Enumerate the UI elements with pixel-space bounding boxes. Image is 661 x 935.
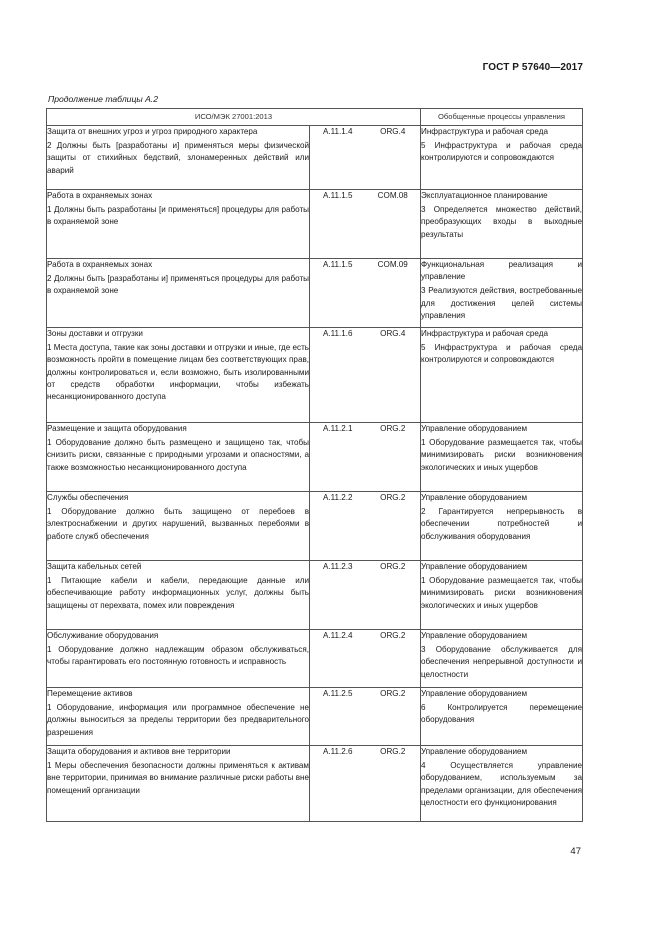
- process-text: 4 Осуществляется управление оборудованием, используемым за пределами организации, для обеспечения целостности его функционирования: [421, 761, 582, 807]
- process-title: Управление оборудованием: [421, 689, 528, 698]
- process-text: 5 Инфраструктура и рабочая среда контролируются и сопровождаются: [421, 343, 582, 365]
- requirement-cell: [47, 259, 310, 328]
- table-row: [47, 746, 583, 822]
- process-text: 1 Оборудование размещается так, чтобы минимизировать риски возникновения экологических и иных ущербов: [421, 438, 582, 472]
- process-text: 3 Реализуются действия, востребованные для достижения целей системы управления: [421, 286, 582, 320]
- process-cell: [421, 630, 583, 688]
- table-caption: Продолжение таблицы А.2: [48, 94, 158, 104]
- requirement-title: Защита от внешних угроз и угроз природного характера: [47, 127, 258, 136]
- table-row: [47, 190, 583, 259]
- process-text: 3 Оборудование обслуживается для обеспечения непрерывной доступности и целостности: [421, 645, 582, 679]
- table-row: [47, 492, 583, 561]
- process-text: 3 Определяется множество действий, преобразующих входы в выходные результаты: [421, 205, 582, 239]
- process-title: Управление оборудованием: [421, 631, 528, 640]
- process-cell: [421, 190, 583, 259]
- control-number: A.11.2.6: [310, 746, 366, 822]
- requirement-text: 2 Должны быть [разработаны и] применяться меры физической защиты от стихийных бедствий, злонамеренных действий или аварий: [47, 141, 309, 175]
- process-title: Управление оборудованием: [421, 493, 528, 502]
- process-code: COM.08: [366, 190, 421, 259]
- header-processes-column: Обобщенные процессы управления: [421, 109, 583, 126]
- process-cell: [421, 328, 583, 423]
- requirement-cell: [47, 328, 310, 423]
- table-row: [47, 423, 583, 492]
- requirement-text: 1 Должны быть разработаны [и применяться] процедуры для работы в охраняемой зоне: [47, 205, 309, 227]
- table-row: [47, 126, 583, 190]
- requirement-text: 1 Оборудование должно быть размещено и защищено так, чтобы снизить риски, связанные с природными угрозами и опасностями, а также возможностью несанкционированного доступа: [47, 438, 309, 472]
- requirement-title: Службы обеспечения: [47, 493, 129, 502]
- process-code: ORG.2: [366, 423, 421, 492]
- requirement-text: 1 Оборудование должно надлежащим образом обслуживаться, чтобы гарантировать его постоянную готовность и исправность: [47, 645, 309, 667]
- process-code: ORG.2: [366, 492, 421, 561]
- requirement-title: Зоны доставки и отгрузки: [47, 329, 143, 338]
- table-row: [47, 688, 583, 746]
- process-title: Эксплуатационное планирование: [421, 191, 548, 200]
- process-title: Функциональная реализация и управление: [421, 260, 582, 282]
- standard-designation: ГОСТ Р 57640—2017: [482, 62, 583, 73]
- table-header-row: [47, 109, 583, 126]
- process-cell: [421, 688, 583, 746]
- process-code: ORG.2: [366, 630, 421, 688]
- process-title: Инфраструктура и рабочая среда: [421, 329, 548, 338]
- table-row: [47, 561, 583, 630]
- process-cell: [421, 492, 583, 561]
- process-title: Управление оборудованием: [421, 562, 528, 571]
- requirement-text: 1 Питающие кабели и кабели, передающие данные или обеспечивающие работу информационных услуг, должны быть защищены от перехвата, помех или повреждения: [47, 576, 309, 610]
- requirement-text: 2 Должны быть [разработаны и] применяться процедуры для работы в охраняемой зоне: [47, 274, 309, 296]
- requirement-cell: [47, 126, 310, 190]
- control-number: A.11.2.5: [310, 688, 366, 746]
- requirement-cell: [47, 561, 310, 630]
- requirement-cell: [47, 190, 310, 259]
- control-number: A.11.1.6: [310, 328, 366, 423]
- table-row: [47, 328, 583, 423]
- process-title: Инфраструктура и рабочая среда: [421, 127, 548, 136]
- requirement-title: Обслуживание оборудования: [47, 631, 159, 640]
- requirement-text: 1 Оборудование, информация или программное обеспечение не должны выноситься за пределы территории без предварительного разрешения: [47, 703, 309, 737]
- control-number: A.11.1.4: [310, 126, 366, 190]
- process-title: Управление оборудованием: [421, 424, 528, 433]
- process-code: ORG.2: [366, 746, 421, 822]
- control-number: A.11.1.5: [310, 190, 366, 259]
- requirement-text: 1 Меры обеспечения безопасности должны применяться к активам вне территории, принимая во внимание различные риски работы вне помещений организации: [47, 761, 309, 795]
- control-number: A.11.1.5: [310, 259, 366, 328]
- process-cell: [421, 126, 583, 190]
- process-code: ORG.4: [366, 126, 421, 190]
- requirement-cell: [47, 688, 310, 746]
- process-title: Управление оборудованием: [421, 747, 528, 756]
- process-cell: [421, 423, 583, 492]
- requirement-cell: [47, 492, 310, 561]
- process-cell: [421, 746, 583, 822]
- header-iso-column: ИСО/МЭК 27001:2013: [47, 109, 421, 126]
- table-row: [47, 630, 583, 688]
- requirement-title: Перемещение активов: [47, 689, 133, 698]
- requirement-title: Защита оборудования и активов вне территории: [47, 747, 231, 756]
- requirement-title: Размещение и защита оборудования: [47, 424, 187, 433]
- process-code: ORG.4: [366, 328, 421, 423]
- requirement-cell: [47, 423, 310, 492]
- requirement-title: Работа в охраняемых зонах: [47, 260, 153, 269]
- mapping-table: [46, 108, 583, 822]
- control-number: A.11.2.1: [310, 423, 366, 492]
- page-number: 47: [570, 846, 581, 857]
- control-number: A.11.2.4: [310, 630, 366, 688]
- requirement-title: Защита кабельных сетей: [47, 562, 142, 571]
- process-text: 2 Гарантируется непрерывность в обеспечении потребностей и обслуживания оборудования: [421, 507, 582, 541]
- process-cell: [421, 561, 583, 630]
- process-cell: [421, 259, 583, 328]
- requirement-text: 1 Места доступа, такие как зоны доставки и отгрузки и иные, где есть возможность пройти в помещение лицам без соответствующих прав, должны контролироваться и, если возможно, быть изолированными от средств обработки информации, чтобы избежать несанкционированного доступа: [47, 343, 309, 402]
- process-text: 1 Оборудование размещается так, чтобы минимизировать риски возникновения экологических и иных ущербов: [421, 576, 582, 610]
- control-number: A.11.2.2: [310, 492, 366, 561]
- process-code: ORG.2: [366, 561, 421, 630]
- process-text: 6 Контролируется перемещение оборудования: [421, 703, 582, 725]
- requirement-cell: [47, 746, 310, 822]
- requirement-text: 1 Оборудование должно быть защищено от перебоев в электроснабжении и других нарушений, вызванных перебоями в работе служб обеспечения: [47, 507, 309, 541]
- process-text: 5 Инфраструктура и рабочая среда контролируются и сопровождаются: [421, 141, 582, 163]
- table-row: [47, 259, 583, 328]
- control-number: A.11.2.3: [310, 561, 366, 630]
- requirement-title: Работа в охраняемых зонах: [47, 191, 153, 200]
- requirement-cell: [47, 630, 310, 688]
- process-code: COM.09: [366, 259, 421, 328]
- process-code: ORG.2: [366, 688, 421, 746]
